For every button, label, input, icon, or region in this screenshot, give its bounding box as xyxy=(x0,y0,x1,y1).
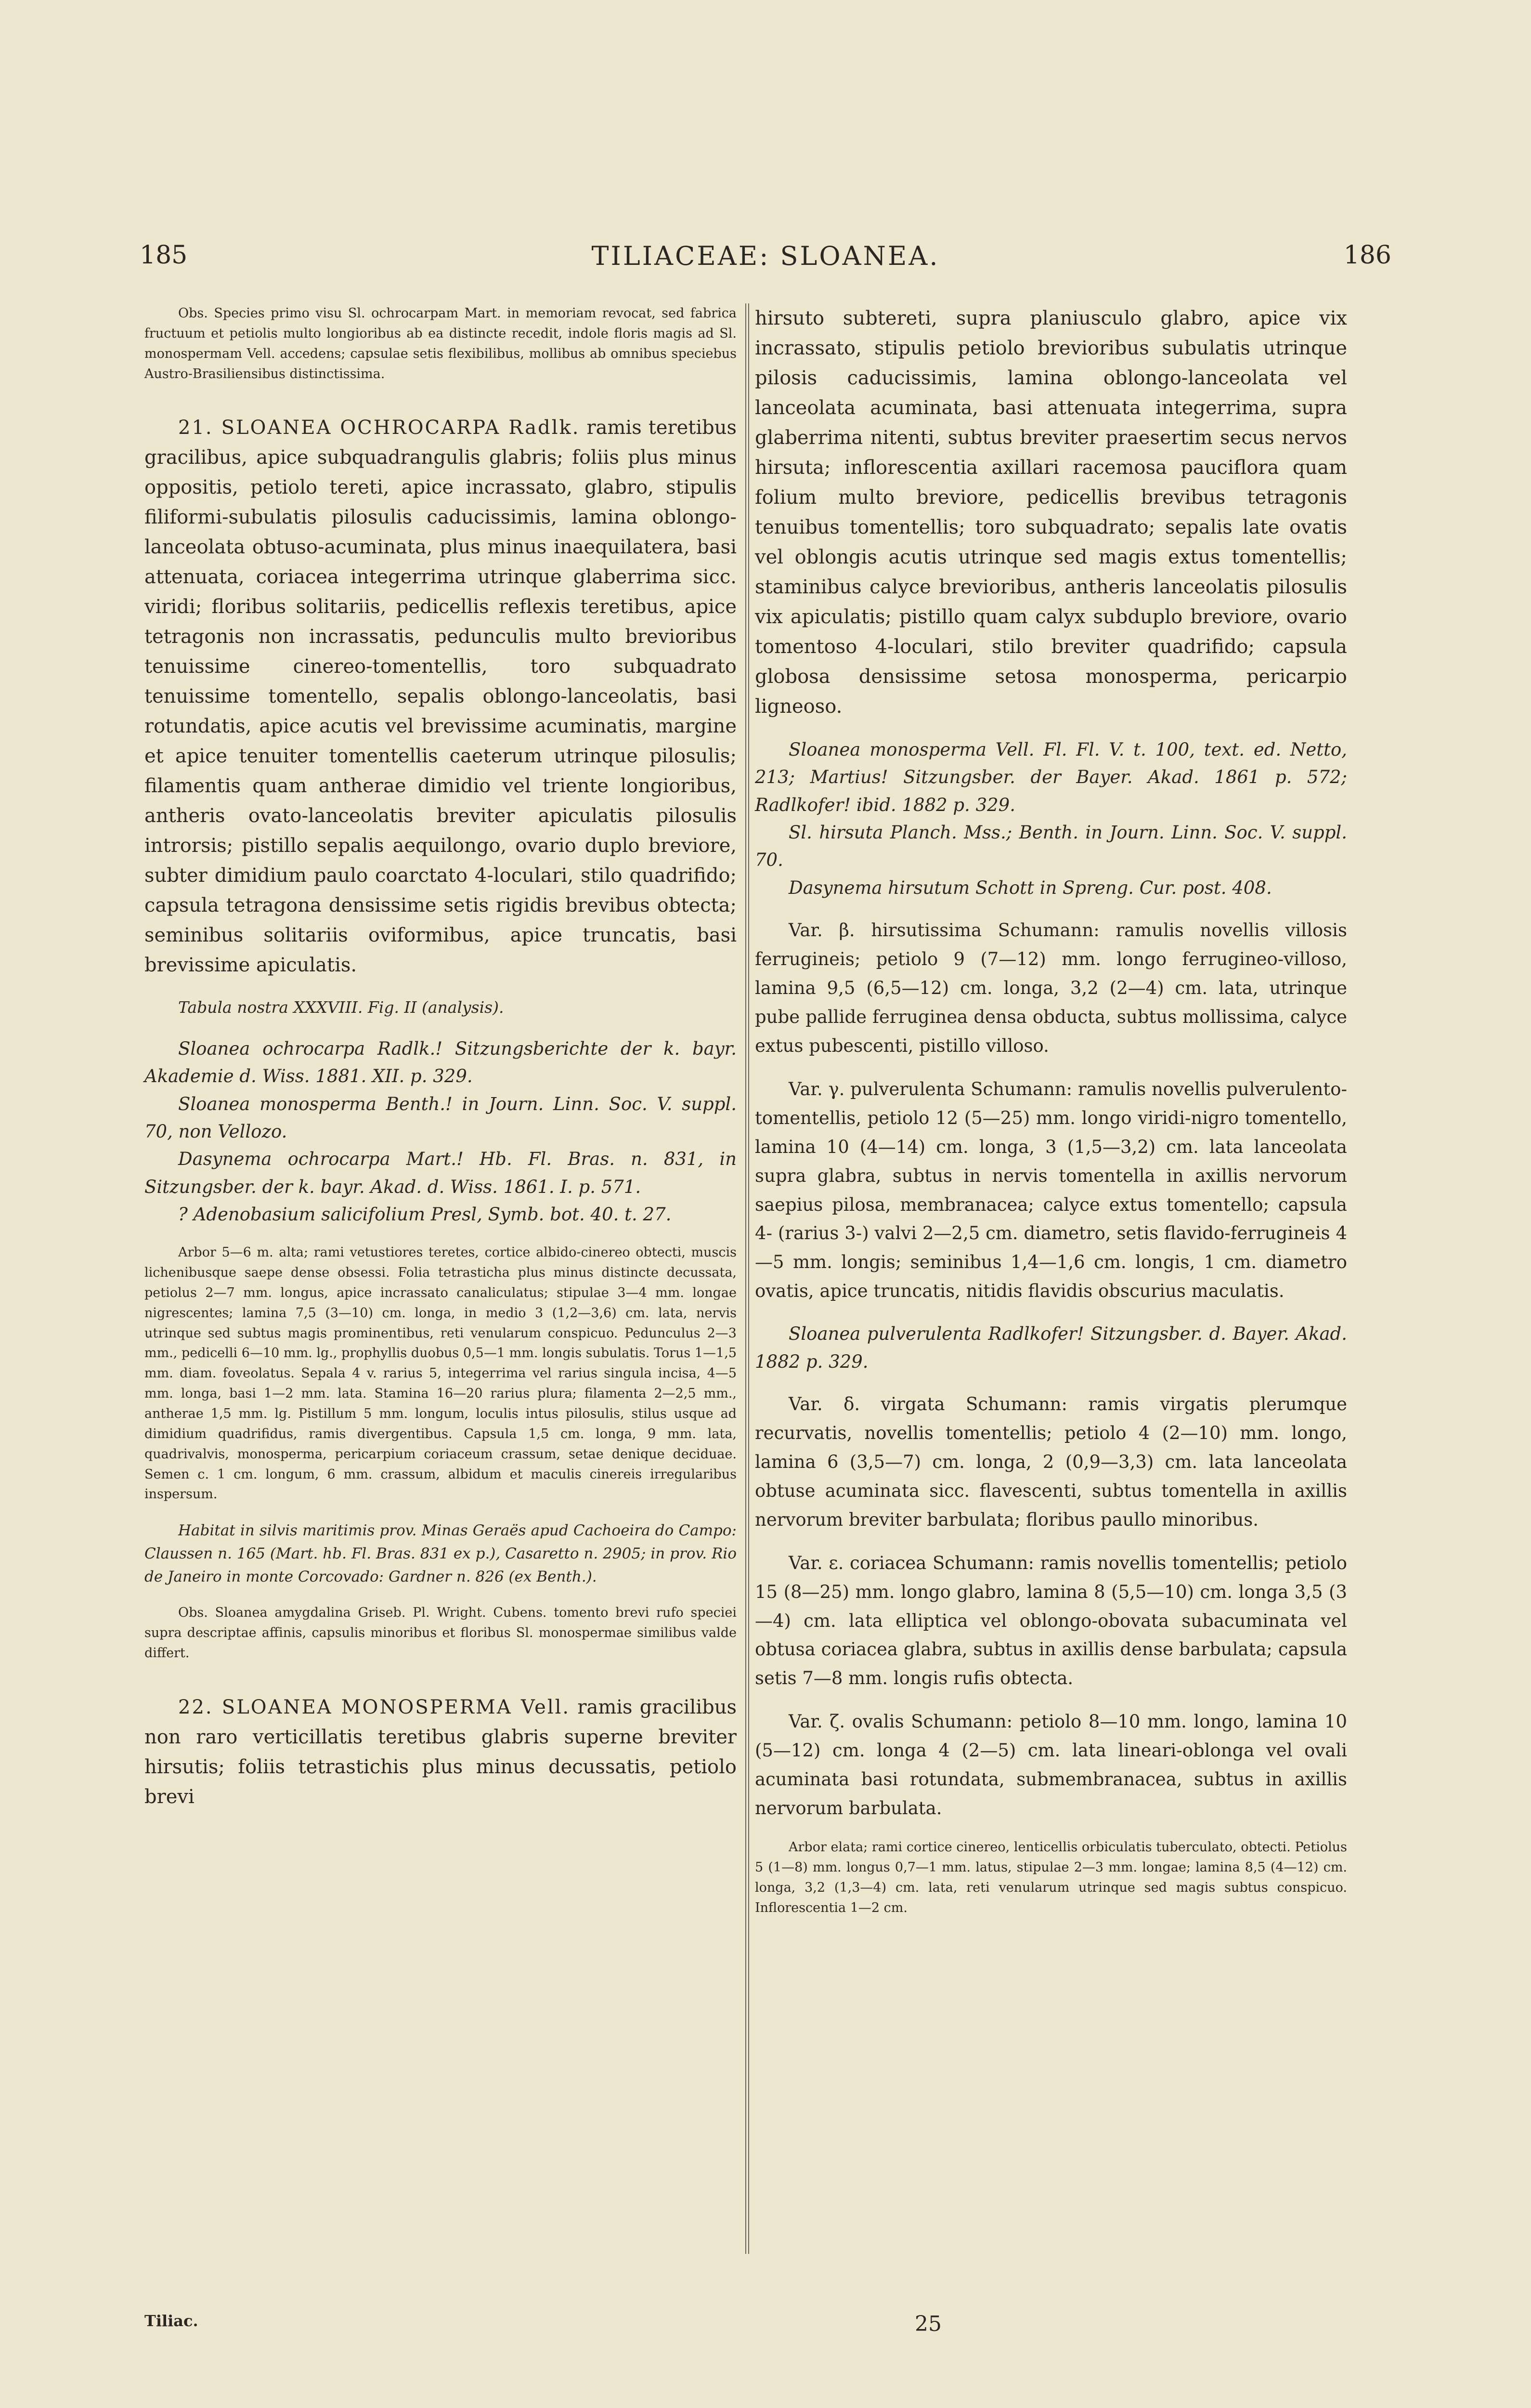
synonym: Sloanea monosperma Benth.! in Journ. Linn. Soc. V. suppl. 70, non Vellozo. xyxy=(144,1093,737,1142)
species-22-description: ramis gracilibus non raro verticillatis teretibus glabris superne breviter hirsutis; foliis tetrastichis plus minus decussatis, petiolo brevi xyxy=(144,1696,737,1808)
variety-beta: Var. β. hirsutissima Schumann: ramulis novellis villosis ferrugineis; petiolo 9 (7—12) mm. longo ferrugineo-villoso, lamina 9,5 (6,5—12) cm. longa, 3,2 (2—4) cm. lata, utrinque pube pallide ferruginea densa obducta, subtus mollissima, calyce extus pubescenti, pistillo villoso. xyxy=(755,920,1347,1056)
arbor-description: Arbor elata; rami cortice cinereo, lenticellis orbiculatis tuberculato, obtecti. Petiolus 5 (1—8) mm. longus 0,7—1 mm. latus, stipulae 2—3 mm. longae; lamina 8,5 (4—12) cm. longa, 3,2 (1,3—4) cm. lata, reti venularum utrinque sed magis subtus conspicuo. Inflorescentia 1—2 cm. xyxy=(755,1840,1347,1915)
variety-epsilon: Var. ε. coriacea Schumann: ramis novellis tomentellis; petiolo 15 (8—25) mm. longo glabro, lamina 8 (5,5—10) cm. longa 3,5 (3—4) cm. lata elliptica vel oblongo-obovata subacuminata vel obtusa coriacea glabra, subtus in axillis dense barbulata; capsula setis 7—8 mm. longis rufis obtecta. xyxy=(755,1552,1347,1689)
synonym: Sloanea ochrocarpa Radlk.! Sitzungsberichte der k. bayr. Akademie d. Wiss. 1881. XII. p. 329. xyxy=(144,1038,737,1087)
synonym: ? Adenobasium salicifolium Presl, Symb. bot. 40. t. 27. xyxy=(178,1204,672,1225)
synonym: Dasynema ochrocarpa Mart.! Hb. Fl. Bras. n. 831, in Sitzungsber. der k. bayr. Akad. d. Wiss. 1861. I. p. 571. xyxy=(144,1149,737,1197)
synonym: Sl. hirsuta Planch. Mss.; Benth. in Journ. Linn. Soc. V. suppl. 70. xyxy=(755,822,1347,871)
species-22 xyxy=(144,1692,737,1812)
observation-1: Obs. Species primo visu Sl. ochrocarpam Mart. in memoriam revocat, sed fabrica fructuum et petiolis multo longioribus ab ea distincte recedit, indole floris magis ad Sl. monospermam Vell. accedens; capsulae setis flexibilibus, mollibus ab omnibus speciebus Austro-Brasiliensibus distinctissima. xyxy=(144,306,737,381)
page-header xyxy=(140,241,1391,279)
running-title: TILIACEAE: SLOANEA. xyxy=(591,241,940,271)
variety-gamma: Var. γ. pulverulenta Schumann: ramulis novellis pulverulento-tomentellis, petiolo 12 (5—25) mm. longo viridi-nigro tomentello, lamina 10 (4—14) cm. longa, 3 (1,5—3,2) cm. lata lanceolata supra glabra, subtus in nervis tomentella in axillis nervorum saepius pilosa, membranacea; calyce extus tomentello; capsula 4- (rarius 3-) valvi 2—2,5 cm. diametro, setis flavido-ferrugineis 4—5 mm. longis; seminibus 1,4—1,6 cm. longis, 1 cm. diametro ovatis, apice truncatis, nitidis flavidis obscurius maculatis. xyxy=(755,1078,1347,1302)
habitat: Habitat in silvis maritimis prov. Minas Geraës apud Cachoeira do Campo: Claussen n. 165 (Mart. hb. Fl. Bras. 831 ex p.), Casaretto n. 2905; in prov. Rio de Janeiro in monte Corcovado: Gardner n. 826 (ex Benth.). xyxy=(144,1522,737,1586)
sheet-number: 25 xyxy=(915,2312,942,2336)
synonym: Dasynema hirsutum Schott in Spreng. Cur. post. 408. xyxy=(789,877,1272,898)
arbor-description: Arbor 5—6 m. alta; rami vetustiores teretes, cortice albido-cinereo obtecti, muscis lichenibusque saepe dense obsessi. Folia tetrasticha plus minus distincte decussata, petiolus 2—7 mm. longus, apice incrassato canaliculatus; stipulae 3—4 mm. longae nigrescentes; lamina 7,5 (3—10) cm. longa, in medio 3 (1,2—3,6) cm. lata, nervis utrinque sed subtus magis prominentibus, reti venularum conspicuo. Pedunculus 2—3 mm., pedicelli 6—10 mm. lg., prophyllis duobus 0,5—1 mm. longis subulatis. Torus 1—1,5 mm. diam. foveolatus. Sepala 4 v. rarius 5, integerrima vel rarius singula incisa, 4—5 mm. longa, basi 1—2 mm. lata. Stamina 16—20 rarius plura; filamenta 2—2,5 mm., antherae 1,5 mm. lg. Pistillum 5 mm. longum, loculis intus pilosulis, stilus usque ad dimidium quadrifidus, ramis divergentibus. Capsula 1,5 cm. longa, 9 mm. lata, quadrivalvis, monosperma, pericarpium coriaceum crassum, setae denique deciduae. Semen c. 1 cm. longum, 6 mm. crassum, albidum et maculis cinereis irregularibus inspersum. xyxy=(144,1245,737,1502)
synonym: Sloanea monosperma Vell. Fl. Fl. V. t. 100, text. ed. Netto, 213; Martius! Sitzungsber. der Bayer. Akad. 1861 p. 572; Radlkofer! ibid. 1882 p. 329. xyxy=(755,739,1347,815)
page-number-right: 186 xyxy=(1343,241,1391,270)
column-divider xyxy=(745,303,749,2254)
species-21 xyxy=(144,413,737,980)
species-22-name: 22. SLOANEA MONOSPERMA Vell. xyxy=(178,1696,571,1718)
signature-mark: Tiliac. xyxy=(144,2312,198,2330)
variety-zeta: Var. ζ. ovalis Schumann: petiolo 8—10 mm. longo, lamina 10 (5—12) cm. longa 4 (2—5) cm. lata lineari-oblonga vel ovali acuminata basi rotundata, submembranacea, subtus in axillis nervorum barbulata. xyxy=(755,1711,1347,1819)
tabula-reference: Tabula nostra XXXVIII. Fig. II (analysis). xyxy=(178,998,504,1017)
species-21-description: ramis teretibus gracilibus, apice subquadrangulis glabris; foliis plus minus oppositis, petiolo tereti, apice incrassato, glabro, stipulis filiformi-subulatis pilosulis caducissimis, lamina oblongo-lanceolata obtuso-acuminata, plus minus inaequilatera, basi attenuata, coriacea integerrima utrinque glaberrima sicc. viridi; floribus solitariis, pedicellis reflexis teretibus, apice tetragonis non incrassatis, pedunculis multo brevioribus tenuissime cinereo-tomentellis, toro subquadrato tenuissime tomentello, sepalis oblongo-lanceolatis, basi rotundatis, apice acutis vel brevissime acuminatis, margine et apice tenuiter tomentellis caeterum utrinque pilosulis; filamentis quam antherae dimidio vel triente longioribus, antheris ovato-lanceolatis breviter apiculatis pilosulis introrsis; pistillo sepalis aequilongo, ovario duplo breviore, subter dimidium paulo coarctato 4-loculari, stilo quadrifido; capsula tetragona densissime setis rigidis brevibus obtecta; seminibus solitariis oviformibus, apice truncatis, basi brevissime apiculatis. xyxy=(144,417,737,977)
left-column xyxy=(144,303,737,1826)
species-22-continued: hirsuto subtereti, supra planiusculo glabro, apice vix incrassato, stipulis petiolo brevioribus subulatis utrinque pilosis caducissimis, lamina oblongo-lanceolata vel lanceolata acuminata, basi attenuata integerrima, supra glaberrima nitenti, subtus breviter praesertim secus nervos hirsuta; inflorescentia axillari racemosa pauciflora quam folium multo breviore, pedicellis brevibus tetragonis tenuibus tomentellis; toro subquadrato; sepalis late ovatis vel oblongis acutis utrinque sed magis extus tomentellis; staminibus calyce brevioribus, antheris lanceolatis pilosulis vix apiculatis; pistillo quam calyx subduplo breviore, ovario tomentoso 4-loculari, stilo breviter quadrifido; capsula globosa densissime setosa monosperma, pericarpio ligneoso. xyxy=(755,307,1347,718)
species-21-name: 21. SLOANEA OCHROCARPA Radlk. xyxy=(178,417,580,439)
page-number-left: 185 xyxy=(140,241,188,270)
variety-delta: Var. δ. virgata Schumann: ramis virgatis plerumque recurvatis, novellis tomentellis; petiolo 4 (2—10) mm. longo, lamina 6 (3,5—7) cm. longa, 2 (0,9—3,3) cm. lata lanceolata obtuse acuminata sicc. flavescenti, subtus tomentella in axillis nervorum breviter barbulata; floribus paullo minoribus. xyxy=(755,1393,1347,1530)
right-column xyxy=(755,303,1347,1932)
observation-2: Obs. Sloanea amygdalina Griseb. Pl. Wright. Cubens. tomento brevi rufo speciei supra descriptae affinis, capsulis minoribus et floribus Sl. monospermae similibus valde differt. xyxy=(144,1605,737,1661)
synonym: Sloanea pulverulenta Radlkofer! Sitzungsber. d. Bayer. Akad. 1882 p. 329. xyxy=(755,1323,1347,1372)
